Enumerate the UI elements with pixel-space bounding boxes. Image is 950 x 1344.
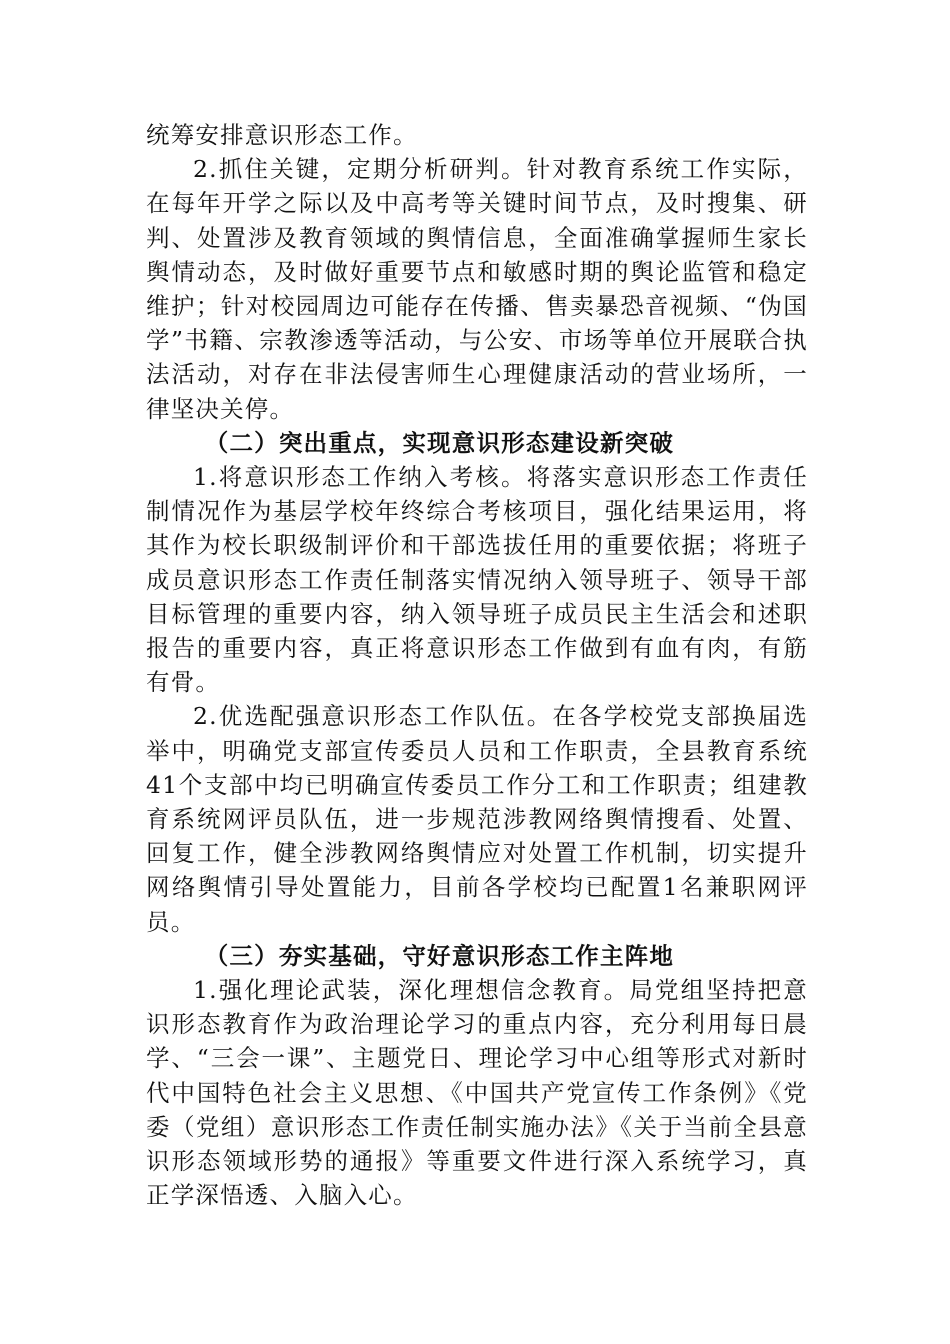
paragraph-continuation: 统筹安排意识形态工作。: [146, 121, 418, 149]
section-heading-two: （二）突出重点，实现意识形态建设新突破: [204, 428, 675, 457]
paragraph-item-team: 2.优选配强意识形态工作队伍。在各学校党支部换届选举中，明确党支部宣传委员人员和工作职责，全县教育系统41个支部中均已明确宣传委员工作分工和工作职责；组建教育系统网评员队伍，进一步规范涉教网络舆情搜看、处置、回复工作，健全涉教网络舆情应对处置工作机制，切实提升网络舆情引导处置能力，目前各学校均已配置1名兼职网评员。: [146, 702, 808, 936]
section-heading-three: （三）夯实基础，守好意识形态工作主阵地: [204, 941, 675, 970]
paragraph-item-theory: 1.强化理论武装，深化理想信念教育。局党组坚持把意识形态教育作为政治理论学习的重点内容，充分利用每日晨学、“三会一课”、主题党日、理论学习中心组等形式对新时代中国特色社会主义思想、《中国共产党宣传工作条例》《党委（党组）意识形态工作责任制实施办法》《关于当前全县意识形态领域形势的通报》等重要文件进行深入系统学习，真正学深悟透、入脑入心。: [146, 976, 808, 1210]
paragraph-item-assessment: 1.将意识形态工作纳入考核。将落实意识形态工作责任制情况作为基层学校年终综合考核项目，强化结果运用，将其作为校长职级制评价和干部选拔任用的重要依据；将班子成员意识形态工作责任制落实情况纳入领导班子、领导干部目标管理的重要内容，纳入领导班子成员民主生活会和述职报告的重要内容，真正将意识形态工作做到有血有肉，有筋有骨。: [146, 463, 808, 697]
document-body: [146, 118, 808, 1213]
paragraph-item-analysis: 2.抓住关键，定期分析研判。针对教育系统工作实际，在每年开学之际以及中高考等关键时间节点，及时搜集、研判、处置涉及教育领域的舆情信息，全面准确掌握师生家长舆情动态，及时做好重要节点和敏感时期的舆论监管和稳定维护；针对校园周边可能存在传播、售卖暴恐音视频、“伪国学”书籍、宗教渗透等活动，与公安、市场等单位开展联合执法活动，对存在非法侵害师生心理健康活动的营业场所，一律坚决关停。: [146, 155, 808, 423]
